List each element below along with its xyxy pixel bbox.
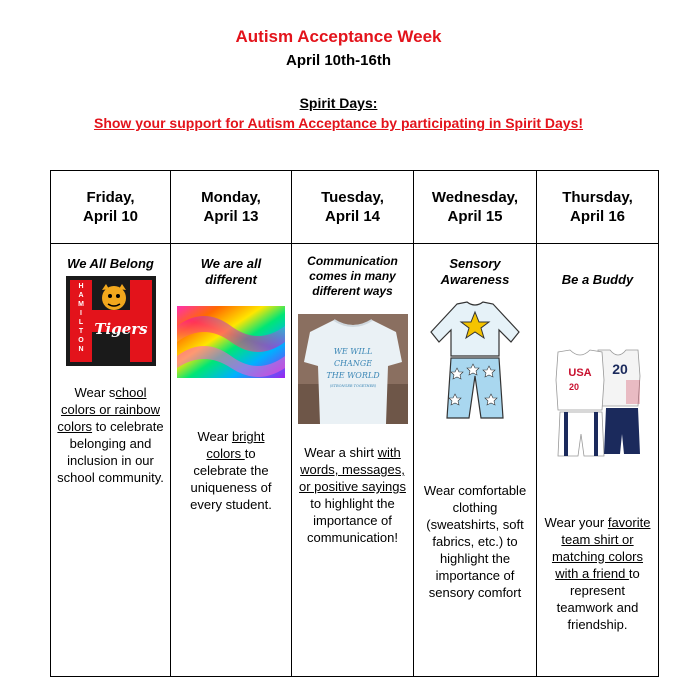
desc-monday: Wear bright colors to celebrate the uniqueness of every student. <box>190 429 272 512</box>
support-message: Show your support for Autism Acceptance by participating in Spirit Days! <box>93 115 584 131</box>
theme-friday: We All Belong <box>67 256 154 271</box>
shirt-image <box>292 314 413 429</box>
day-header-friday: Friday, April 10 <box>51 171 171 244</box>
hamilton-tigers-logo <box>51 276 170 371</box>
star-pajamas-graphic <box>427 298 523 422</box>
theme-wednesday: Sensory Awareness <box>440 256 510 287</box>
shirt-line-4: (STRONGER TOGETHER) <box>329 384 376 388</box>
day-header-thursday: Thursday, April 16 <box>537 171 659 244</box>
shirt-line-3: THE WORLD <box>325 371 380 380</box>
spirit-days-table <box>50 170 659 677</box>
cell-friday <box>51 244 171 677</box>
cell-tuesday <box>292 244 414 677</box>
desc-friday: Wear school colors or rainbow colors to celebrate belonging and inclusion in our school community. <box>57 385 164 485</box>
cell-wednesday <box>414 244 537 677</box>
svg-text:HAMILTON: H A M I L T O N <box>77 283 84 353</box>
day-header-wednesday: Wednesday, April 15 <box>414 171 537 244</box>
cell-monday <box>171 244 292 677</box>
desc-tuesday: Wear a shirt with words, messages, or positive sayings to highlight the importance of communication! <box>299 445 406 545</box>
table-header-row <box>51 171 659 244</box>
page-title: Autism Acceptance Week <box>235 27 442 46</box>
spirit-days-heading: Spirit Days: <box>299 95 378 111</box>
rainbow-swirl-graphic <box>177 306 285 378</box>
svg-text:Tigers: Tigers <box>93 320 148 338</box>
table-content-row <box>51 244 659 677</box>
cell-thursday <box>537 244 659 677</box>
rainbow-swirl-image <box>171 306 291 383</box>
day-header-tuesday: Tuesday, April 14 <box>292 171 414 244</box>
desc-wednesday: Wear comfortable clothing (sweatshirts, soft fabrics, etc.) to highlight the importance of sensory comfort <box>423 483 527 600</box>
change-the-world-shirt <box>298 314 408 424</box>
day-header-monday: Monday, April 13 <box>171 171 292 244</box>
basketball-jerseys-graphic <box>550 346 646 462</box>
theme-monday: We are all different <box>200 256 262 287</box>
theme-thursday: Be a Buddy <box>561 272 634 287</box>
desc-thursday: Wear your favorite team shirt or matching colors with a friend to represent teamwork and friendship. <box>544 515 651 632</box>
shirt-line-1: WE WILL <box>333 347 372 356</box>
back-jersey-number: 20 <box>611 361 628 377</box>
tigers-logo-image <box>66 276 156 366</box>
pajamas-image <box>414 298 536 427</box>
usa-text: USA <box>567 367 592 379</box>
shirt-line-2: CHANGE <box>333 359 372 368</box>
jerseys-image <box>537 346 658 467</box>
theme-tuesday: Communication comes in many different ways <box>307 254 398 298</box>
front-jersey-number: 20 <box>568 382 579 392</box>
week-dates: April 10th-16th <box>285 52 391 69</box>
